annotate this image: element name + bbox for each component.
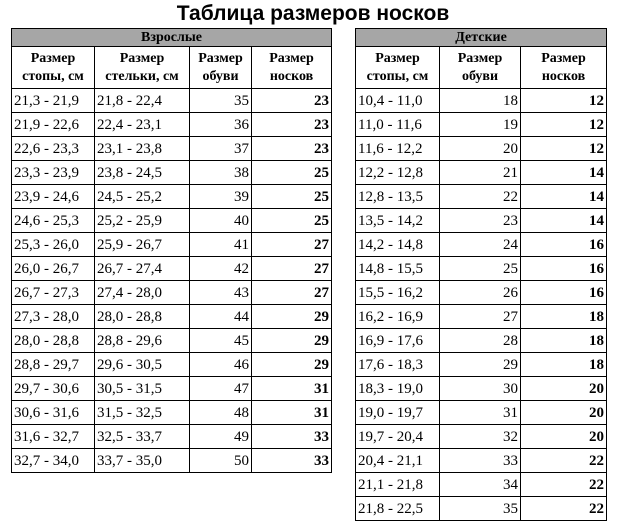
sock-size-cell: 22 bbox=[521, 473, 607, 497]
shoe-size-cell: 26 bbox=[440, 281, 521, 305]
sock-size-cell: 20 bbox=[521, 401, 607, 425]
foot-size-cell: 15,5 - 16,2 bbox=[356, 281, 440, 305]
sock-size-cell: 18 bbox=[521, 329, 607, 353]
kids-column-headers bbox=[356, 47, 607, 89]
kids-header-sock-size: Размер носков bbox=[521, 47, 607, 89]
adult-column-headers bbox=[12, 47, 332, 89]
sock-size-cell: 33 bbox=[252, 449, 332, 473]
foot-size-cell: 21,9 - 22,6 bbox=[12, 113, 95, 137]
sock-size-cell: 20 bbox=[521, 377, 607, 401]
foot-size-cell: 29,7 - 30,6 bbox=[12, 377, 95, 401]
foot-size-cell: 11,0 - 11,6 bbox=[356, 113, 440, 137]
sock-size-cell: 12 bbox=[521, 89, 607, 113]
adult-group-header: Взрослые bbox=[12, 29, 332, 47]
shoe-size-cell: 44 bbox=[190, 305, 252, 329]
sock-size-cell: 23 bbox=[252, 137, 332, 161]
table-row bbox=[12, 353, 332, 377]
sock-size-cell: 22 bbox=[521, 449, 607, 473]
sock-size-cell: 18 bbox=[521, 353, 607, 377]
table-row bbox=[12, 281, 332, 305]
foot-size-cell: 16,9 - 17,6 bbox=[356, 329, 440, 353]
table-row bbox=[356, 497, 607, 521]
kids-size-table bbox=[355, 28, 607, 521]
foot-size-cell: 21,8 - 22,5 bbox=[356, 497, 440, 521]
foot-size-cell: 17,6 - 18,3 bbox=[356, 353, 440, 377]
table-row bbox=[356, 89, 607, 113]
sock-size-cell: 29 bbox=[252, 353, 332, 377]
shoe-size-cell: 35 bbox=[440, 497, 521, 521]
shoe-size-cell: 25 bbox=[440, 257, 521, 281]
shoe-size-cell: 45 bbox=[190, 329, 252, 353]
shoe-size-cell: 28 bbox=[440, 329, 521, 353]
shoe-size-cell: 47 bbox=[190, 377, 252, 401]
sock-size-cell: 14 bbox=[521, 209, 607, 233]
sock-size-cell: 22 bbox=[521, 497, 607, 521]
table-row bbox=[12, 257, 332, 281]
insole-size-cell: 30,5 - 31,5 bbox=[95, 377, 190, 401]
foot-size-cell: 11,6 - 12,2 bbox=[356, 137, 440, 161]
sock-size-cell: 20 bbox=[521, 425, 607, 449]
table-row bbox=[356, 305, 607, 329]
shoe-size-cell: 35 bbox=[190, 89, 252, 113]
insole-size-cell: 28,0 - 28,8 bbox=[95, 305, 190, 329]
sock-size-cell: 27 bbox=[252, 257, 332, 281]
table-row bbox=[356, 449, 607, 473]
shoe-size-cell: 32 bbox=[440, 425, 521, 449]
shoe-size-cell: 34 bbox=[440, 473, 521, 497]
sock-size-cell: 27 bbox=[252, 233, 332, 257]
shoe-size-cell: 20 bbox=[440, 137, 521, 161]
shoe-size-cell: 42 bbox=[190, 257, 252, 281]
insole-size-cell: 25,2 - 25,9 bbox=[95, 209, 190, 233]
foot-size-cell: 16,2 - 16,9 bbox=[356, 305, 440, 329]
table-row bbox=[12, 449, 332, 473]
shoe-size-cell: 43 bbox=[190, 281, 252, 305]
shoe-size-cell: 41 bbox=[190, 233, 252, 257]
adult-header-sock-size: Размер носков bbox=[252, 47, 332, 89]
insole-size-cell: 23,1 - 23,8 bbox=[95, 137, 190, 161]
table-row bbox=[12, 161, 332, 185]
shoe-size-cell: 21 bbox=[440, 161, 521, 185]
adult-header-insole-size: Размер стельки, см bbox=[95, 47, 190, 89]
table-row bbox=[12, 305, 332, 329]
insole-size-cell: 28,8 - 29,6 bbox=[95, 329, 190, 353]
kids-header-foot-size: Размер стопы, см bbox=[356, 47, 440, 89]
table-row bbox=[356, 113, 607, 137]
table-row bbox=[356, 233, 607, 257]
sock-size-cell: 33 bbox=[252, 425, 332, 449]
insole-size-cell: 25,9 - 26,7 bbox=[95, 233, 190, 257]
shoe-size-cell: 50 bbox=[190, 449, 252, 473]
table-row bbox=[356, 281, 607, 305]
foot-size-cell: 28,8 - 29,7 bbox=[12, 353, 95, 377]
shoe-size-cell: 24 bbox=[440, 233, 521, 257]
kids-header-shoe-size: Размер обуви bbox=[440, 47, 521, 89]
shoe-size-cell: 27 bbox=[440, 305, 521, 329]
shoe-size-cell: 39 bbox=[190, 185, 252, 209]
insole-size-cell: 22,4 - 23,1 bbox=[95, 113, 190, 137]
table-row bbox=[12, 377, 332, 401]
table-row bbox=[356, 473, 607, 497]
foot-size-cell: 23,3 - 23,9 bbox=[12, 161, 95, 185]
shoe-size-cell: 46 bbox=[190, 353, 252, 377]
foot-size-cell: 22,6 - 23,3 bbox=[12, 137, 95, 161]
table-row bbox=[12, 89, 332, 113]
foot-size-cell: 23,9 - 24,6 bbox=[12, 185, 95, 209]
sock-size-cell: 29 bbox=[252, 329, 332, 353]
insole-size-cell: 24,5 - 25,2 bbox=[95, 185, 190, 209]
foot-size-cell: 28,0 - 28,8 bbox=[12, 329, 95, 353]
sock-size-cell: 16 bbox=[521, 233, 607, 257]
insole-size-cell: 27,4 - 28,0 bbox=[95, 281, 190, 305]
sock-size-cell: 27 bbox=[252, 281, 332, 305]
sock-size-cell: 25 bbox=[252, 185, 332, 209]
foot-size-cell: 10,4 - 11,0 bbox=[356, 89, 440, 113]
foot-size-cell: 30,6 - 31,6 bbox=[12, 401, 95, 425]
foot-size-cell: 26,7 - 27,3 bbox=[12, 281, 95, 305]
sock-size-cell: 23 bbox=[252, 113, 332, 137]
foot-size-cell: 14,8 - 15,5 bbox=[356, 257, 440, 281]
foot-size-cell: 25,3 - 26,0 bbox=[12, 233, 95, 257]
table-row bbox=[356, 257, 607, 281]
table-row bbox=[12, 137, 332, 161]
shoe-size-cell: 23 bbox=[440, 209, 521, 233]
table-row bbox=[12, 185, 332, 209]
insole-size-cell: 21,8 - 22,4 bbox=[95, 89, 190, 113]
sock-size-cell: 31 bbox=[252, 377, 332, 401]
insole-size-cell: 31,5 - 32,5 bbox=[95, 401, 190, 425]
foot-size-cell: 18,3 - 19,0 bbox=[356, 377, 440, 401]
sock-size-cell: 23 bbox=[252, 89, 332, 113]
table-row bbox=[12, 113, 332, 137]
table-row bbox=[12, 233, 332, 257]
foot-size-cell: 21,1 - 21,8 bbox=[356, 473, 440, 497]
shoe-size-cell: 37 bbox=[190, 137, 252, 161]
insole-size-cell: 26,7 - 27,4 bbox=[95, 257, 190, 281]
table-row bbox=[356, 137, 607, 161]
shoe-size-cell: 29 bbox=[440, 353, 521, 377]
sock-size-cell: 12 bbox=[521, 113, 607, 137]
adult-header-shoe-size: Размер обуви bbox=[190, 47, 252, 89]
table-row bbox=[356, 209, 607, 233]
sock-size-cell: 14 bbox=[521, 161, 607, 185]
shoe-size-cell: 38 bbox=[190, 161, 252, 185]
table-row bbox=[356, 401, 607, 425]
insole-size-cell: 33,7 - 35,0 bbox=[95, 449, 190, 473]
shoe-size-cell: 40 bbox=[190, 209, 252, 233]
table-row bbox=[356, 161, 607, 185]
sock-size-cell: 18 bbox=[521, 305, 607, 329]
table-row bbox=[356, 185, 607, 209]
foot-size-cell: 21,3 - 21,9 bbox=[12, 89, 95, 113]
foot-size-cell: 19,7 - 20,4 bbox=[356, 425, 440, 449]
sock-size-cell: 31 bbox=[252, 401, 332, 425]
foot-size-cell: 14,2 - 14,8 bbox=[356, 233, 440, 257]
shoe-size-cell: 19 bbox=[440, 113, 521, 137]
insole-size-cell: 23,8 - 24,5 bbox=[95, 161, 190, 185]
shoe-size-cell: 31 bbox=[440, 401, 521, 425]
foot-size-cell: 24,6 - 25,3 bbox=[12, 209, 95, 233]
foot-size-cell: 32,7 - 34,0 bbox=[12, 449, 95, 473]
table-row bbox=[12, 209, 332, 233]
shoe-size-cell: 18 bbox=[440, 89, 521, 113]
kids-group-header: Детские bbox=[356, 29, 607, 47]
table-row bbox=[356, 353, 607, 377]
table-row bbox=[356, 377, 607, 401]
foot-size-cell: 19,0 - 19,7 bbox=[356, 401, 440, 425]
shoe-size-cell: 22 bbox=[440, 185, 521, 209]
shoe-size-cell: 48 bbox=[190, 401, 252, 425]
shoe-size-cell: 49 bbox=[190, 425, 252, 449]
sock-size-cell: 25 bbox=[252, 161, 332, 185]
insole-size-cell: 29,6 - 30,5 bbox=[95, 353, 190, 377]
foot-size-cell: 12,8 - 13,5 bbox=[356, 185, 440, 209]
sock-size-cell: 16 bbox=[521, 281, 607, 305]
foot-size-cell: 20,4 - 21,1 bbox=[356, 449, 440, 473]
sock-size-cell: 14 bbox=[521, 185, 607, 209]
sock-size-cell: 29 bbox=[252, 305, 332, 329]
shoe-size-cell: 36 bbox=[190, 113, 252, 137]
shoe-size-cell: 30 bbox=[440, 377, 521, 401]
adult-header-foot-size: Размер стопы, см bbox=[12, 47, 95, 89]
foot-size-cell: 31,6 - 32,7 bbox=[12, 425, 95, 449]
table-row bbox=[12, 329, 332, 353]
shoe-size-cell: 33 bbox=[440, 449, 521, 473]
adult-size-table bbox=[11, 28, 332, 473]
table-row bbox=[356, 329, 607, 353]
page-title: Таблица размеров носков bbox=[176, 2, 450, 25]
table-row bbox=[356, 425, 607, 449]
sock-size-cell: 25 bbox=[252, 209, 332, 233]
foot-size-cell: 27,3 - 28,0 bbox=[12, 305, 95, 329]
foot-size-cell: 13,5 - 14,2 bbox=[356, 209, 440, 233]
foot-size-cell: 12,2 - 12,8 bbox=[356, 161, 440, 185]
foot-size-cell: 26,0 - 26,7 bbox=[12, 257, 95, 281]
table-row bbox=[12, 425, 332, 449]
table-row bbox=[12, 401, 332, 425]
sock-size-cell: 12 bbox=[521, 137, 607, 161]
sock-size-cell: 16 bbox=[521, 257, 607, 281]
insole-size-cell: 32,5 - 33,7 bbox=[95, 425, 190, 449]
